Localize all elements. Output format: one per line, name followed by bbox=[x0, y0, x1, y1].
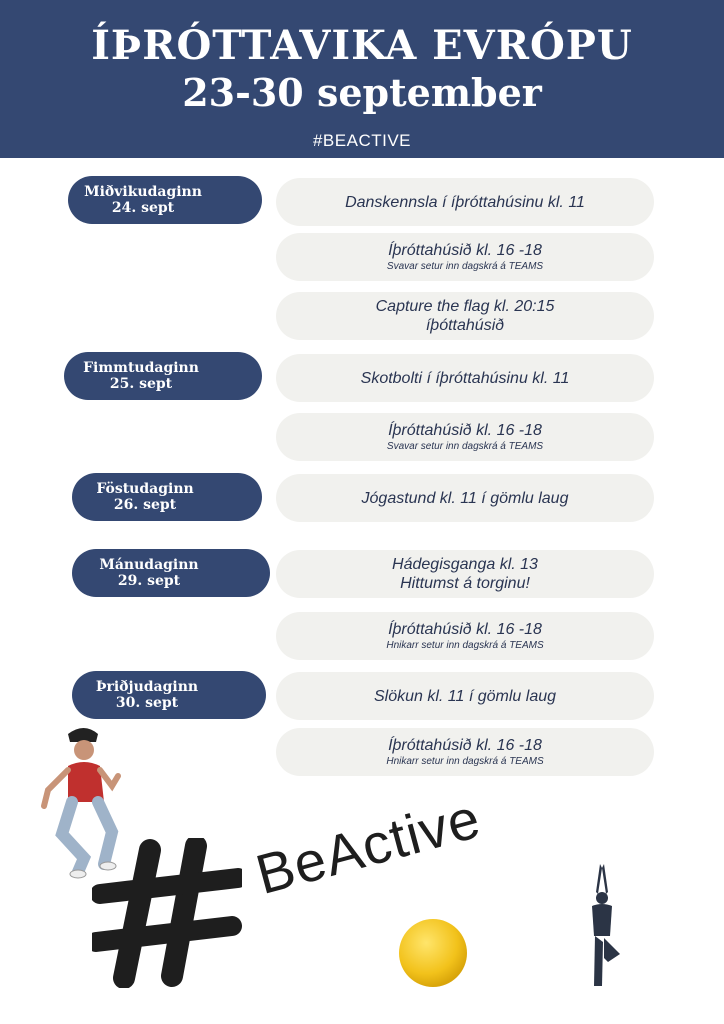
header-banner bbox=[0, 0, 724, 158]
day-date: 24. sept bbox=[111, 200, 175, 216]
event-note: Hnikarr setur inn dagskrá á TEAMS bbox=[386, 640, 544, 651]
event-item bbox=[276, 474, 654, 522]
event-title: Skotbolti í íþróttahúsinu kl. 11 bbox=[360, 369, 570, 387]
day-name: Mánudaginn bbox=[99, 557, 199, 573]
event-dates: 23-30 september bbox=[182, 70, 542, 115]
event-item bbox=[276, 728, 654, 776]
event-title: Íþróttahúsið kl. 16 -18 bbox=[388, 242, 542, 259]
day-date: 26. sept bbox=[113, 497, 177, 513]
hashtag-label: #BEACTIVE bbox=[312, 131, 412, 150]
yoga-silhouette bbox=[574, 862, 630, 990]
event-title-line2: Hittumst á torginu! bbox=[400, 575, 530, 592]
event-item bbox=[276, 354, 654, 402]
day-label-thursday bbox=[64, 352, 238, 400]
day-label-tuesday bbox=[72, 671, 242, 719]
day-name: Miðvikudaginn bbox=[84, 184, 202, 200]
day-name: Þriðjudaginn bbox=[95, 679, 199, 695]
day-label-friday bbox=[72, 473, 238, 521]
event-item bbox=[276, 178, 654, 226]
page-title: ÍÞRÓTTAVIKA EVRÓPU bbox=[91, 22, 633, 69]
event-title: Slökun kl. 11 í gömlu laug bbox=[373, 687, 557, 705]
event-title: Hádegisganga kl. 13 bbox=[392, 556, 538, 573]
event-title: Jógastund kl. 11 í gömlu laug bbox=[361, 489, 569, 507]
event-note: Svavar setur inn dagskrá á TEAMS bbox=[386, 441, 544, 452]
day-label-monday bbox=[72, 549, 246, 597]
day-name: Fimmtudaginn bbox=[83, 360, 199, 376]
hashtag-icon bbox=[92, 838, 242, 988]
beactive-logo-text: BeActive bbox=[249, 785, 487, 907]
event-note: Svavar setur inn dagskrá á TEAMS bbox=[386, 261, 544, 272]
event-title: Íþróttahúsið kl. 16 -18 bbox=[388, 422, 542, 439]
event-item bbox=[276, 292, 654, 340]
event-item bbox=[276, 413, 654, 461]
day-label-wednesday bbox=[68, 176, 238, 224]
day-date: 30. sept bbox=[115, 695, 179, 711]
event-item bbox=[276, 672, 654, 720]
event-title: Íþróttahúsið kl. 16 -18 bbox=[388, 621, 542, 638]
day-date: 25. sept bbox=[109, 376, 173, 392]
day-name: Föstudaginn bbox=[96, 481, 194, 497]
event-title-line2: íþóttahúsið bbox=[425, 317, 505, 334]
event-item bbox=[276, 550, 654, 598]
event-title: Íþróttahúsið kl. 16 -18 bbox=[388, 737, 542, 754]
event-item bbox=[276, 233, 654, 281]
day-date: 29. sept bbox=[117, 573, 181, 589]
event-title: Danskennsla í íþróttahúsinu kl. 11 bbox=[345, 193, 585, 211]
yellow-ball bbox=[396, 916, 470, 990]
event-note: Hnikarr setur inn dagskrá á TEAMS bbox=[386, 756, 544, 767]
event-title: Capture the flag kl. 20:15 bbox=[375, 298, 555, 315]
event-item bbox=[276, 612, 654, 660]
